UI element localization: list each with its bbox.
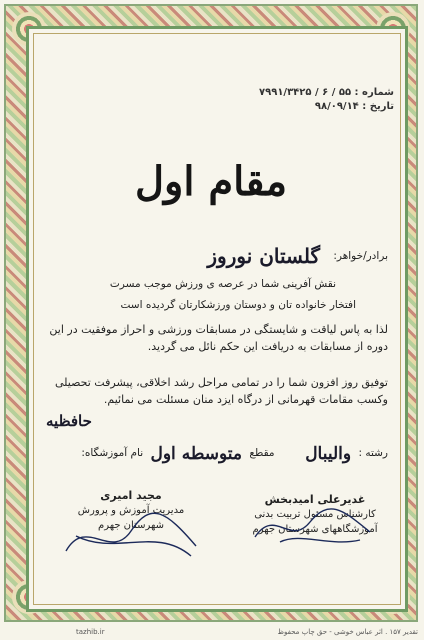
fields-row: [81, 444, 388, 464]
signature-block-sports: [240, 492, 390, 537]
recipient-prefix: برادر/خواهر:: [333, 250, 388, 262]
reference-date: تاریخ : ۹۸/۰۹/۱۴: [314, 101, 394, 112]
field-value-handwritten: والیبال: [305, 444, 352, 464]
signatory-name: مجید امیری: [100, 489, 162, 502]
certificate-content: [26, 26, 396, 600]
signature-scribble: [56, 506, 206, 566]
field-label: رشته :: [358, 447, 388, 459]
footer-credit: [6, 628, 418, 636]
footer-text: تقدیر ۱۵۷ . اثر عباس خوشی - حق چاپ محفوظ: [277, 628, 418, 636]
footer-site: tazhib.ir: [76, 628, 105, 636]
level-label: مقطع: [249, 447, 275, 459]
body-paragraph-2: توفیق روز افزون شما را در تمامی مراحل رشد اخلاقی، پیشرفت تحصیلی وکسب مقامات قهرمانی از درگاه ایزد منان مسئلت می نمائیم.: [54, 376, 388, 406]
body-paragraph-1: لذا به پاس لیاقت و شایستگی در مسابقات ورزشی و احراز موفقیت در این دوره از مسابقات به دریافت این حکم نائل می گردید.: [49, 323, 388, 353]
signatory-title: شهرستان جهرم: [98, 520, 164, 531]
reference-number: شماره : ۵۵ / ۶ / ۷۹۹۱/۳۴۲۵: [259, 87, 394, 98]
signatory-title: کارشناس مسئول تربیت بدنی: [254, 509, 376, 520]
body-line-1: نقش آفرینی شما در عرصه ی ورزش موجب مسرت: [109, 278, 336, 290]
school-name-handwritten: حافظیه: [46, 412, 92, 430]
certificate-title: مقام اول: [134, 158, 288, 205]
signatory-name: غدیرعلی امیدبخش: [264, 493, 366, 506]
signature-scribble: [250, 502, 380, 552]
signature-block-education: [56, 488, 206, 533]
signatory-title: مدیریت آموزش و پرورش: [77, 505, 185, 516]
level-value-handwritten: متوسطه اول: [150, 444, 243, 464]
signatory-title: آموزشگاههای شهرستان جهرم: [252, 524, 378, 535]
recipient-line: [207, 244, 388, 268]
body-line-2: افتخار خانواده تان و دوستان ورزشکارتان گردیده است: [120, 299, 356, 311]
school-label: نام آموزشگاه:: [81, 447, 144, 459]
reference-block: [259, 86, 394, 114]
recipient-name-handwritten: گلستان نوروز: [207, 244, 321, 268]
